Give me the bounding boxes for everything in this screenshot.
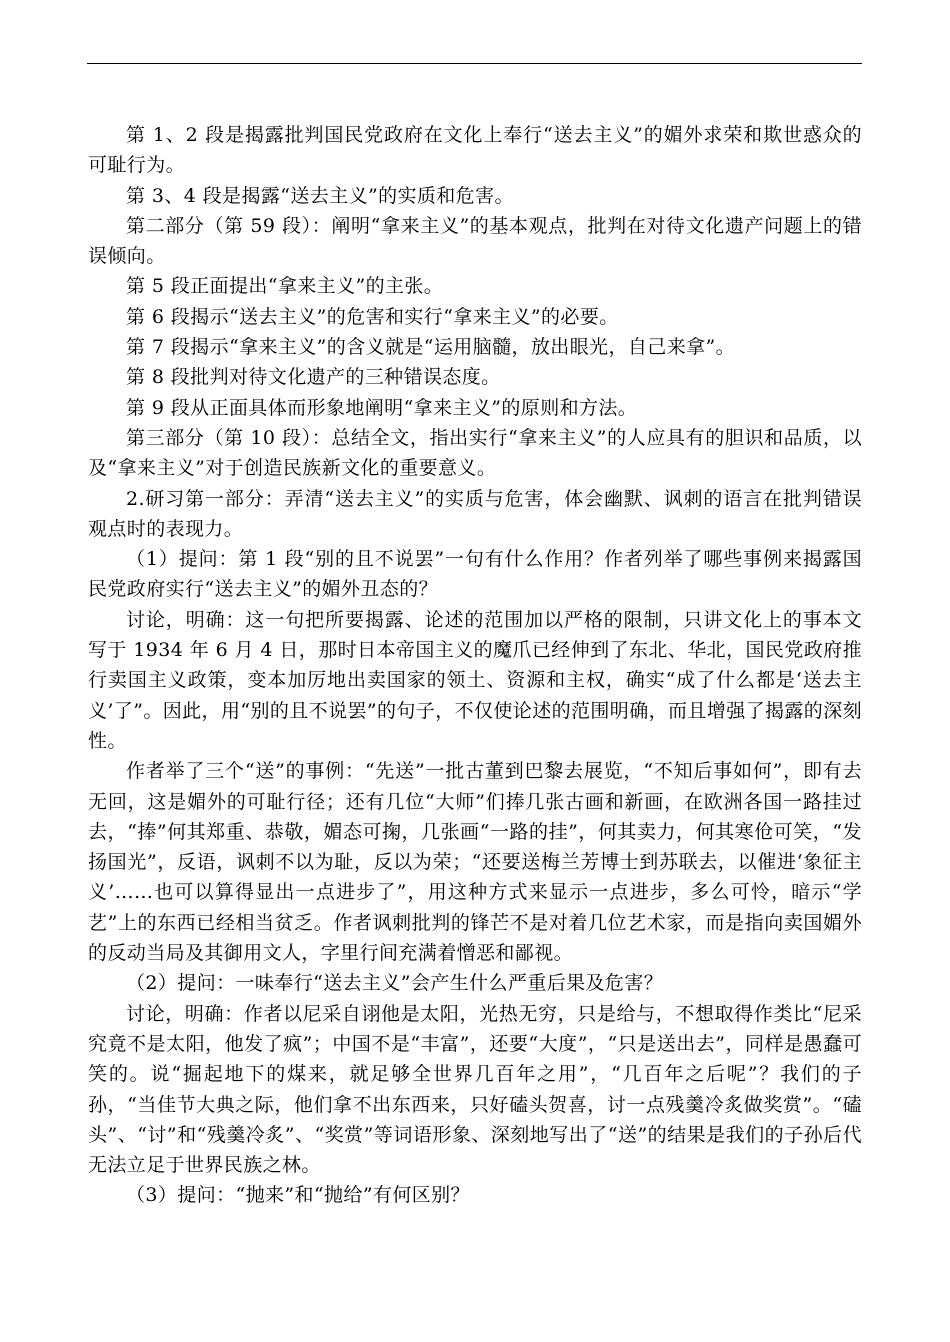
paragraph: 第二部分（第 59 段）：阐明“拿来主义”的基本观点，批判在对待文化遗产问题上的错误倾向。 [88,214,862,268]
paragraph: 讨论，明确：这一句把所要揭露、论述的范围加以严格的限制，只讲文化上的事本文写于 1934 年 6 月 4 日，那时日本帝国主义的魔爪已经伸到了东北、华北，国民党政府推行卖国主义政策，变本加厉地出卖国家的领土、资源和主权，确实“成了什么都是‘送去主义’了”。因此，用“别的且不说罢”的句子，不仅使论述的范围明确，而且增强了揭露的深刻性。 [88,608,862,752]
paragraph: 第 3、4 段是揭露“送去主义”的实质和危害。 [126,184,514,207]
paragraph: 第 8 段批判对待文化遗产的三种错误态度。 [126,366,501,389]
paragraph: （2）提问：一味奉行“送去主义”会产生什么严重后果及危害？ [126,972,664,995]
paragraph: 第 7 段揭示“拿来主义”的含义就是“运用脑髓，放出眼光，自己来拿”。 [126,336,736,359]
document-body [88,120,862,1211]
paragraph: （1）提问：第 1 段“别的且不说罢”一句有什么作用？作者列举了哪些事例来揭露国民党政府实行“送去主义”的媚外丑态的？ [88,548,862,601]
paragraph: 讨论，明确：作者以尼采自诩他是太阳，光热无穷，只是给与，不想取得作类比“尼采究竟不是太阳，他发了疯”；中国不是“丰富”，还要“大度”，“只是送出去”，同样是愚蠢可笑的。说“掘起地下的煤来，就足够全世界几百年之用”，“几百年之后呢”？我们的子孙，“当佳节大典之际，他们拿不出东西来，只好磕头贺喜，讨一点残羹冷炙做奖赏”。“磕头”、“讨”和“残羹冷炙”、“奖赏”等词语形象、深刻地写出了“送”的结果是我们的子孙后代无法立足于世界民族之林。 [88,1002,862,1177]
paragraph: 第 9 段从正面具体而形象地阐明“拿来主义”的原则和方法。 [126,396,638,419]
paragraph: （3）提问：“抛来”和“抛给”有何区别？ [126,1184,470,1207]
header-rule [87,63,862,64]
paragraph: 2.研习第一部分：弄清“送去主义”的实质与危害，体会幽默、讽刺的语言在批判错误观点时的表现力。 [88,487,862,540]
paragraph: 第 6 段揭示“送去主义”的危害和实行“拿来主义”的必要。 [126,305,619,328]
paragraph: 第三部分（第 10 段）：总结全文，指出实行“拿来主义”的人应具有的胆识和品质，以及“拿来主义”对于创造民族新文化的重要意义。 [88,426,862,480]
paragraph: 第 5 段正面提出“拿来主义”的主张。 [126,275,444,298]
paragraph: 作者举了三个“送”的事例：“先送”一批古董到巴黎去展览，“不知后事如何”，即有去无回，这是媚外的可耻行径；还有几位“大师”们捧几张古画和新画，在欧洲各国一路挂过去，“捧”何其郑重、恭敬，媚态可掬，几张画“一路的挂”，何其卖力，何其寒伧可笑，“发扬国光”，反语，讽刺不以为耻，反以为荣；“还要送梅兰芳博士到苏联去，以催进‘象征主义’……也可以算得显出一点进步了”，用这种方式来显示一点进步，多么可怜，暗示“学艺”上的东西已经相当贫乏。作者讽刺批判的锋芒不是对着几位艺术家，而是指向卖国媚外的反动当局及其御用文人，字里行间充满着憎恶和鄙视。 [88,760,862,965]
paragraph: 第 1、2 段是揭露批判国民党政府在文化上奉行“送去主义”的媚外求荣和欺世惑众的可耻行为。 [88,124,862,177]
